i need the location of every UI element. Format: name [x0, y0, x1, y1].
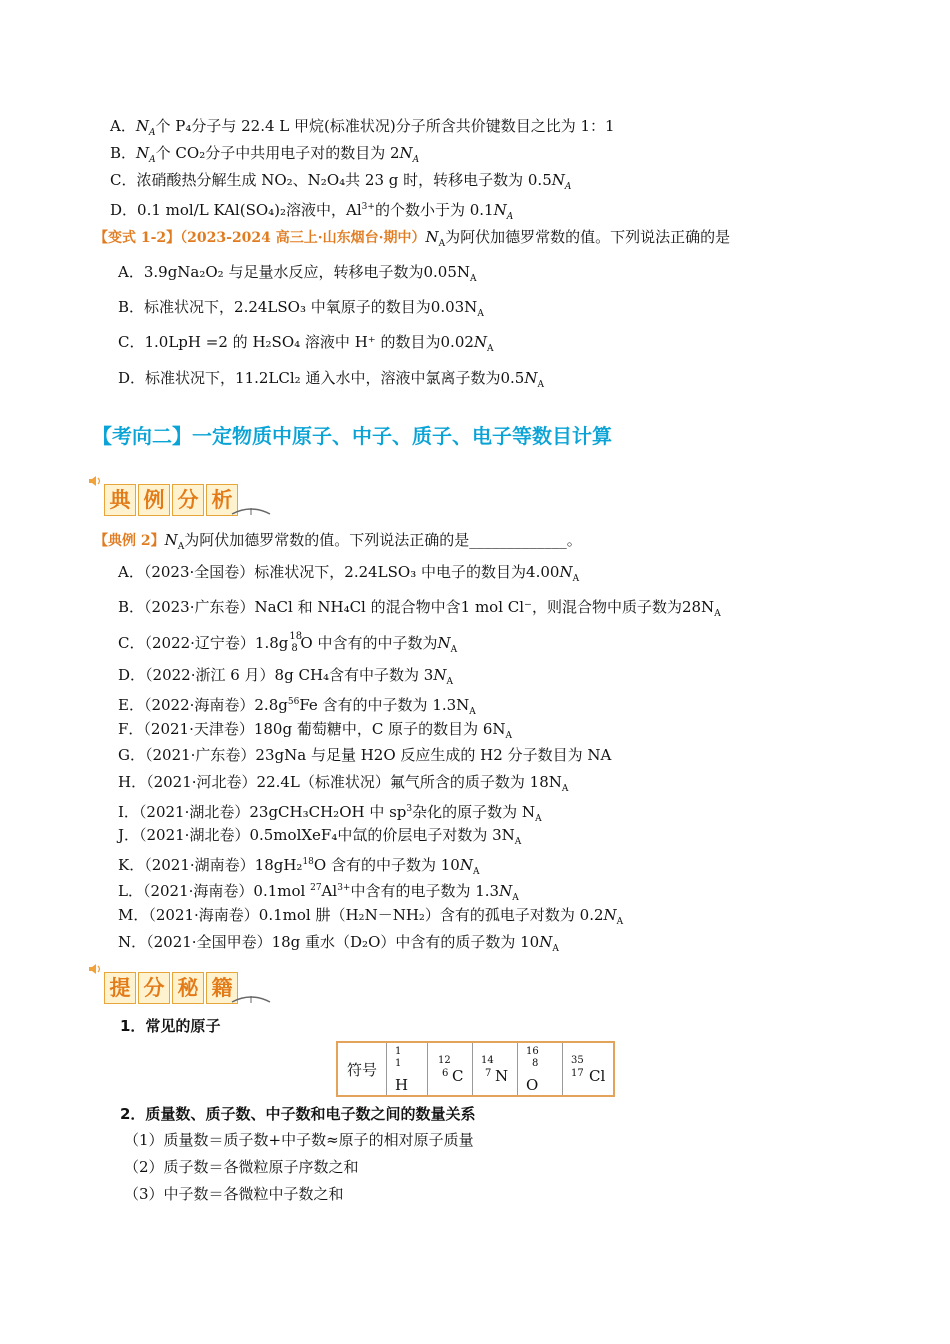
banner-tips — [88, 962, 272, 1004]
banner-char: 提 — [104, 972, 136, 1004]
speaker-icon — [88, 962, 102, 976]
example-option-m: M．（2021·海南卷）0.1mol 肼（H₂N－NH₂）含有的孤电子对数为 $0.2N_A$ — [118, 906, 624, 927]
option-b: B．$N_A$个 CO₂分子中共用电子对的数目为 $2N_A$ — [110, 144, 420, 165]
book-icon — [230, 990, 272, 1004]
option-d: D．0.1 mol/L KAl(SO₄)₂溶液中，$Al^{3+}$的个数小于为 $0.1N_A$ — [110, 201, 514, 222]
example-option-g: G．（2021·广东卷）23gNa 与足量 H2O 反应生成的 H2 分子数目为 NA — [118, 746, 612, 764]
atom-cell: 35 17 Cl — [563, 1042, 615, 1096]
banner-example-analysis — [88, 474, 272, 516]
atom-cell: 1 1 H — [387, 1042, 428, 1096]
variant-option-c: C．1.0LpH =2 的 H₂SO₄ 溶液中 H⁺ 的数目为$0.02N_A$ — [118, 333, 494, 354]
section-heading: 【考向二】一定物质中原子、中子、质子、电子等数目计算 — [92, 424, 612, 448]
option-c: C．浓硝酸热分解生成 NO₂、N₂O₄共 23 g 时，转移电子数为 $0.5N_A$ — [110, 171, 572, 192]
banner-char: 分 — [172, 484, 204, 516]
variant-option-a: A．3.9gNa₂O₂ 与足量水反应，转移电子数为$0.05N_A$ — [118, 263, 477, 284]
example-option-f: F．（2021·天津卷）180g 葡萄糖中，C 原子的数目为 $6N_A$ — [118, 720, 513, 741]
example-option-n: N．（2021·全国甲卷）18g 重水（D₂O）中含有的质子数为 $10N_A$ — [118, 933, 559, 954]
example-option-d: D．（2022·浙江 6 月）8g CH₄含有中子数为 $3N_A$ — [118, 666, 453, 687]
example-option-l: L．（2021·海南卷）0.1mol $^{27}Al^{3+}$中含有的电子数为 $1.3N_A$ — [118, 882, 519, 903]
relation-line: （1）质量数＝质子数+中子数≈原子的相对原子质量 — [124, 1131, 474, 1149]
section-common-atoms: 1．常见的原子 — [120, 1017, 221, 1035]
example-option-e: E．（2022·海南卷）$2.8g^{56}Fe$ 含有的中子数为 $1.3N_A$ — [118, 696, 476, 717]
banner-char: 例 — [138, 484, 170, 516]
section-relations: 2．质量数、质子数、中子数和电子数之间的数量关系 — [120, 1105, 476, 1123]
atom-cell: 14 7 N — [473, 1042, 518, 1096]
example-option-k: K．（2021·湖南卷）18gH₂$^{18}$O 含有的中子数为 $10N_A$ — [118, 856, 480, 877]
banner-char: 分 — [138, 972, 170, 1004]
variant-stem: 【变式 1-2】（2023-2024 高三上·山东烟台·期中）$N_A$为阿伏加德罗常数的值。下列说法正确的是 — [94, 228, 731, 249]
relation-line: （2）质子数＝各微粒原子序数之和 — [124, 1158, 359, 1176]
atom-cell: 16 8 O — [518, 1042, 563, 1096]
speaker-icon — [88, 474, 102, 488]
example-option-i: I．（2021·湖北卷）23gCH₃CH₂OH 中 $sp^3$杂化的原子数为 $N_A$ — [118, 803, 542, 824]
example-option-c: C．（2022·辽宁卷）1.8g 18 8 O 中含有的中子数为$N_A$ — [118, 631, 458, 655]
variant-option-b: B．标准状况下，2.24LSO₃ 中氧原子的数目为$0.03N_A$ — [118, 298, 484, 319]
option-a: A．$N_A$个 P₄分子与 22.4 L 甲烷(标准状况)分子所含共价键数目之比为 1：1 — [110, 117, 615, 138]
example-option-a: A．（2023·全国卷）标准状况下，2.24LSO₃ 中电子的数目为$4.00N_A$ — [118, 563, 580, 584]
atom-table — [336, 1041, 615, 1097]
banner-char: 秘 — [172, 972, 204, 1004]
example-option-j: J．（2021·湖北卷）0.5molXeF₄中氙的价层电子对数为 $3N_A$ — [118, 826, 522, 847]
variant-option-d: D．标准状况下，11.2LCl₂ 通入水中，溶液中氯离子数为$0.5N_A$ — [118, 369, 544, 390]
banner-char: 析 — [206, 484, 238, 516]
relation-line: （3）中子数＝各微粒中子数之和 — [124, 1185, 344, 1203]
example-stem: 【典例 2】$N_A$为阿伏加德罗常数的值。下列说法正确的是_____________。 — [94, 531, 582, 552]
book-icon — [230, 502, 272, 516]
atom-cell: 12 6 C — [428, 1042, 473, 1096]
banner-char: 籍 — [206, 972, 238, 1004]
banner-char: 典 — [104, 484, 136, 516]
example-option-h: H．（2021·河北卷）22.4L（标准状况）氟气所含的质子数为 $18N_A$ — [118, 773, 569, 794]
atom-table-header: 符号 — [337, 1042, 387, 1096]
example-option-b: B．（2023·广东卷）NaCl 和 NH₄Cl 的混合物中含1 mol Cl⁻，则混合物中质子数为$28N_A$ — [118, 598, 721, 619]
